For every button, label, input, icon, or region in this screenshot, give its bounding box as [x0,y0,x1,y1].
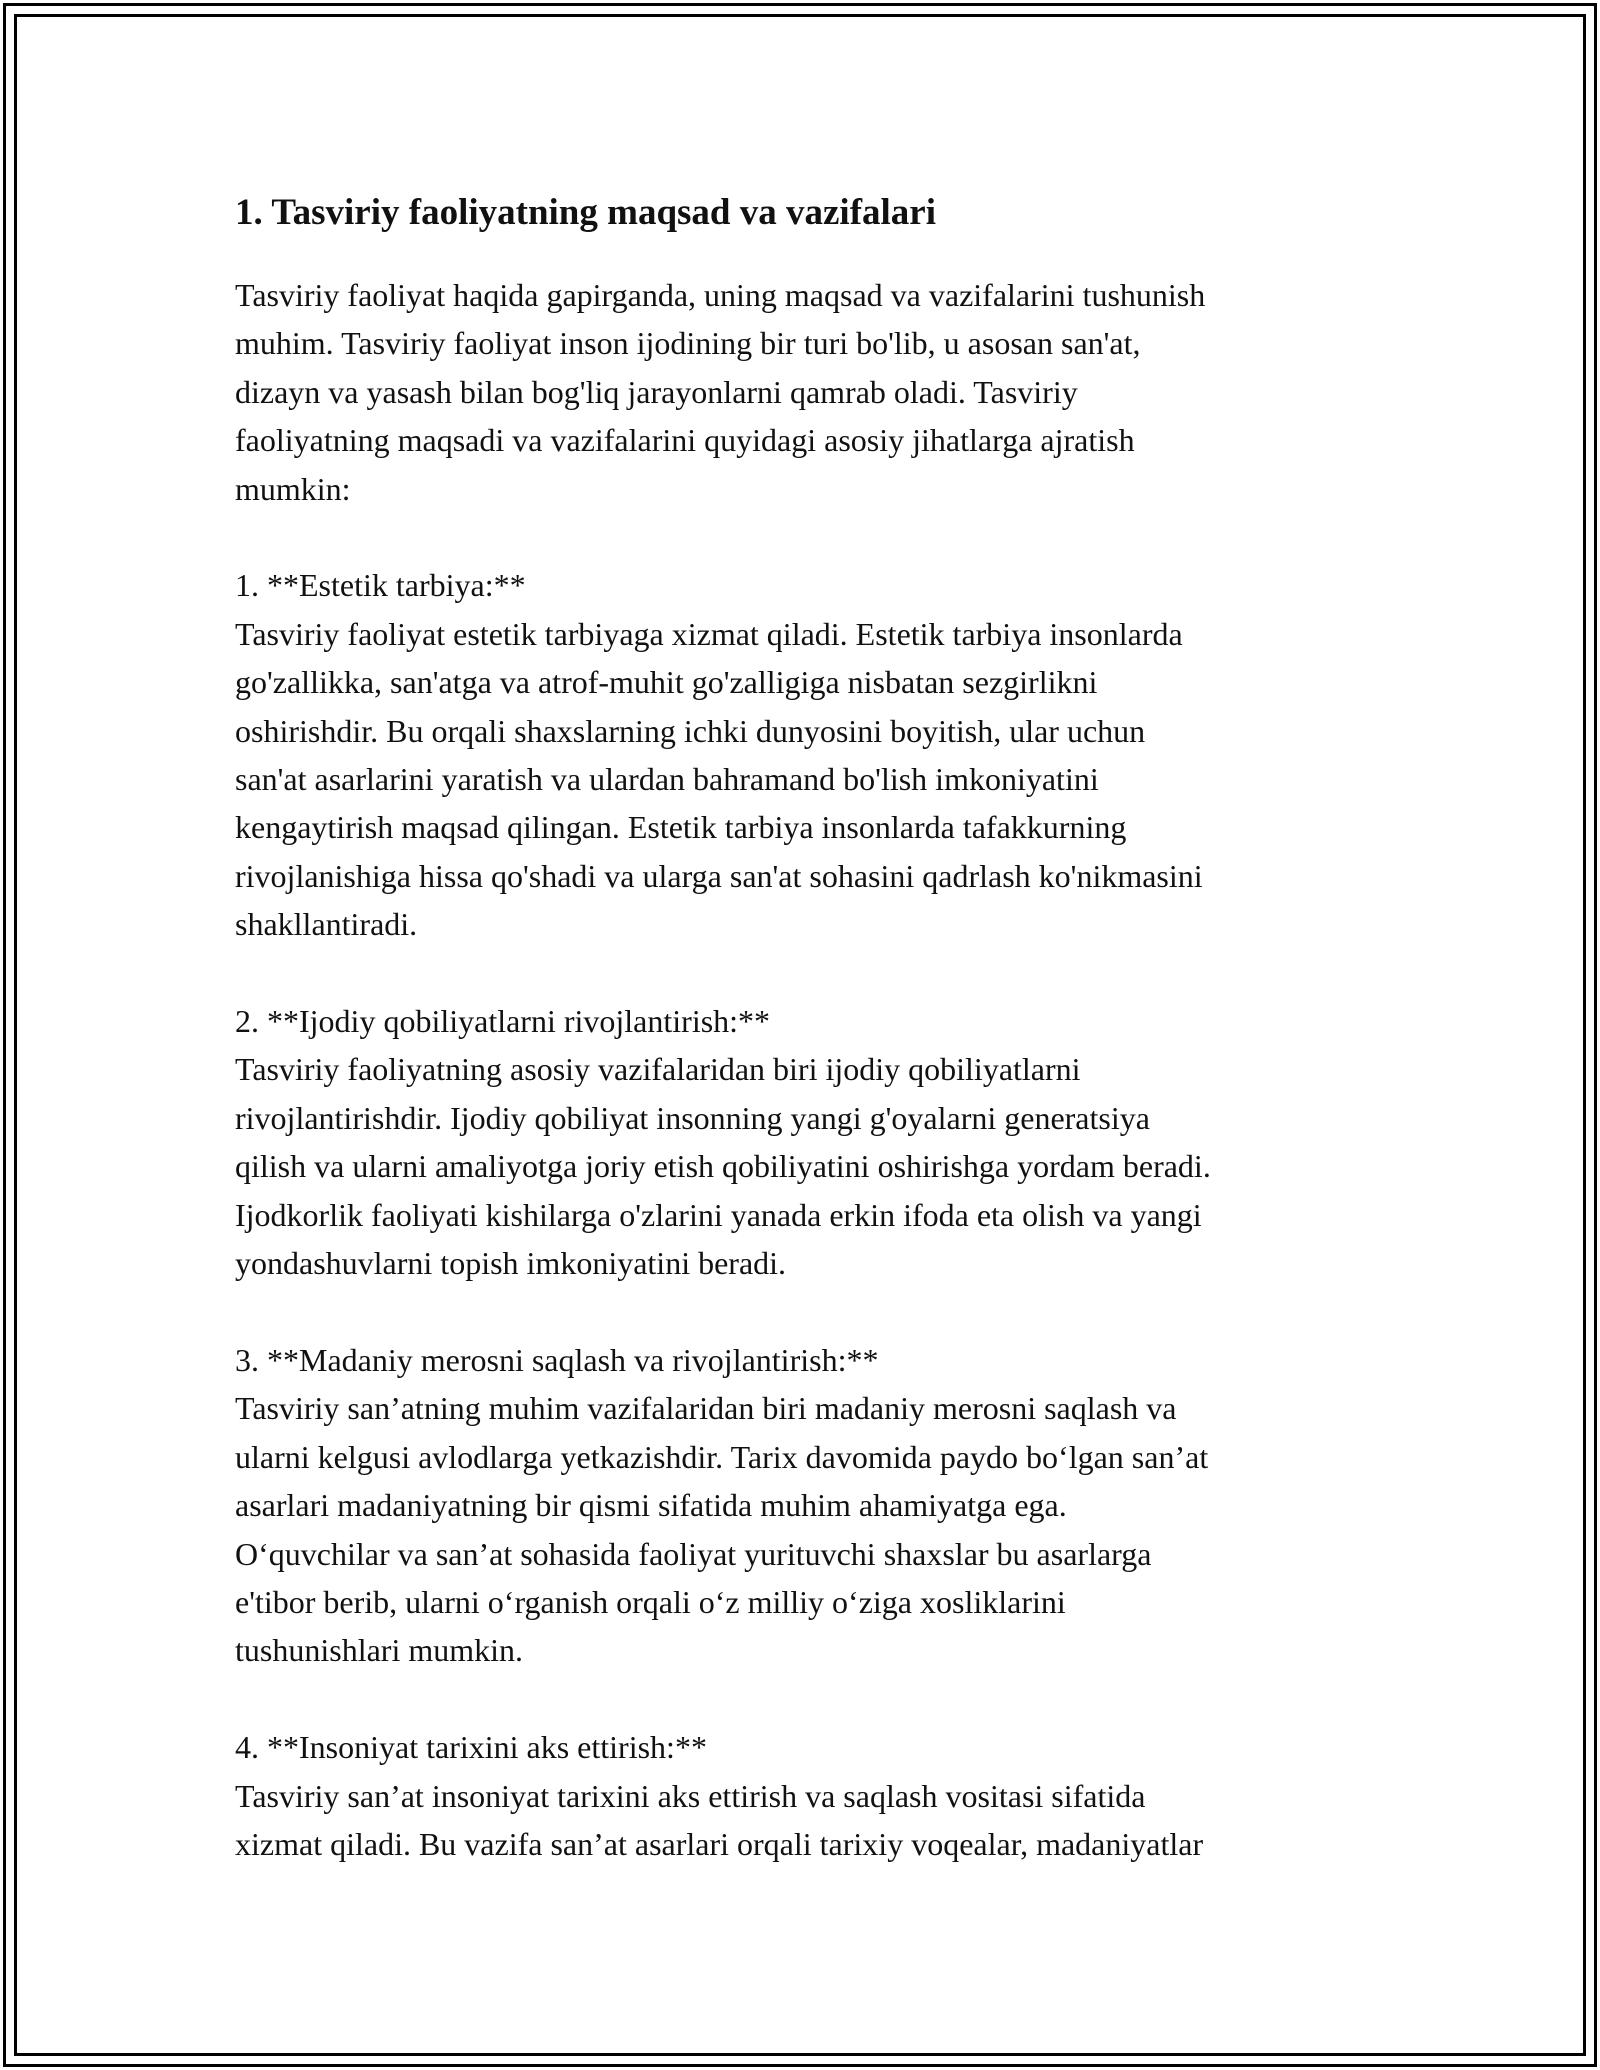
paragraph-spacer [235,513,1365,561]
document-content [235,189,1365,1868]
list-item-body: Tasviriy faoliyatning asosiy vazifalaridan biri ijodiy qobiliyatlarni rivojlantirishdir. Ijodiy qobiliyat insonning yangi g'oyalarni generatsiya qilish va ularni amaliyotga joriy etish qobiliyatini oshirishga yordam beradi. Ijodkorlik faoliyati kishilarga o'zlarini yanada erkin ifoda eta olish va yangi yondashuvlarni topish imkoniyatini beradi. [235,1051,1211,1282]
section-title: 1. Tasviriy faoliyatning maqsad va vazifalari [235,192,937,233]
paragraph-spacer [235,1288,1365,1336]
list-item-heading: 2. **Ijodiy qobiliyatlarni rivojlantirish:** [235,1003,771,1040]
list-item-body: Tasviriy san’atning muhim vazifalaridan biri madaniy merosni saqlash va ularni kelgusi avlodlarga yetkazishdir. Tarix davomida paydo bo‘lgan san’at asarlari madaniyatning bir qismi sifatida muhim ahamiyatga ega. O‘quvchilar va san’at sohasida faoliyat yurituvchi shaxslar bu asarlarga e'tibor berib, ularni o‘rganish orqali o‘z milliy o‘ziga xosliklarini tushunishlari mumkin. [235,1390,1209,1669]
intro-paragraph: Tasviriy faoliyat haqida gapirganda, uning maqsad va vazifalarini tushunish muhim. Tasviriy faoliyat inson ijodining bir turi bo'lib, u asosan san'at, dizayn va yasash bilan bog'liq jarayonlarni qamrab oladi. Tasviriy faoliyatning maqsadi va vazifalarini quyidagi asosiy jihatlarga ajratish mumkin: [235,277,1206,507]
list-item-body: Tasviriy san’at insoniyat tarixini aks ettirish va saqlash vositasi sifatida xizmat qiladi. Bu vazifa san’at asarlari orqali tarixiy voqealar, madaniyatlar [235,1777,1204,1862]
list-item-heading: 3. **Madaniy merosni saqlash va rivojlantirish:** [235,1341,879,1378]
list-item-heading: 1. **Estetik tarbiya:** [235,567,526,604]
paragraph-spacer [235,949,1365,997]
list-item-heading: 4. **Insoniyat tarixini aks ettirish:** [235,1729,707,1766]
paragraph-spacer [235,1675,1365,1723]
list-item-body: Tasviriy faoliyat estetik tarbiyaga xizmat qiladi. Estetik tarbiya insonlarda go'zallikka, san'atga va atrof-muhit go'zalligiga nisbatan sezgirlikni oshirishdir. Bu orqali shaxslarning ichki dunyosini boyitish, ular uchun san'at asarlarini yaratish va ulardan bahramand bo'lish imkoniyatini kengaytirish maqsad qilingan. Estetik tarbiya insonlarda tafakkurning rivojlanishiga hissa qo'shadi va ularga san'at sohasini qadrlash ko'nikmasini shakllantiradi. [235,615,1203,943]
